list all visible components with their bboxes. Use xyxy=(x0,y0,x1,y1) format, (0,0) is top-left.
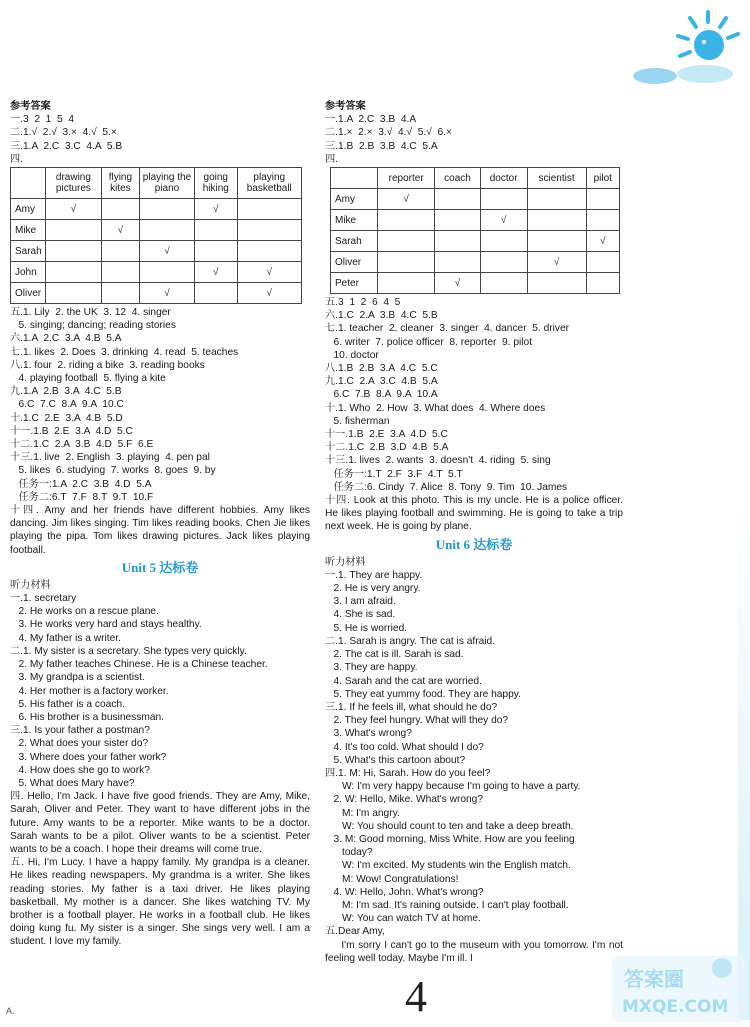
listening-line: M: I'm angry. xyxy=(325,807,400,819)
check-cell: √ xyxy=(527,252,586,273)
answer-line: 4. playing football 5. flying a kite xyxy=(10,373,166,385)
check-cell xyxy=(237,199,301,220)
check-cell xyxy=(435,252,480,273)
check-cell xyxy=(101,199,139,220)
table-row xyxy=(11,220,302,241)
listening-line: 4. W: Hello, John. What's wrong? xyxy=(325,886,484,898)
listening-line: 5. What does Mary have? xyxy=(10,777,135,789)
check-cell xyxy=(378,252,435,273)
listening-line: W: You should count to ten and take a deep breath. xyxy=(325,820,574,832)
answer-line: 六.1.C 2.A 3.B 4.C 5.B xyxy=(325,310,438,322)
table-header-cell: going hiking xyxy=(195,168,238,199)
check-cell xyxy=(46,241,102,262)
check-cell: √ xyxy=(586,231,619,252)
check-cell xyxy=(139,262,194,283)
answer-line: 6.C 7.C 8.A 9.A 10.C xyxy=(10,399,124,411)
check-cell xyxy=(46,220,102,241)
answer-line: 一.1.A 2.C 3.B 4.A xyxy=(325,114,417,126)
listening-line: 四.1. M: Hi, Sarah. How do you feel? xyxy=(325,767,491,779)
answers-block xyxy=(325,113,623,166)
listening-line: 3. M: Good morning, Miss White. How are you feeling xyxy=(325,833,575,845)
row-name: Mike xyxy=(331,210,378,231)
listening-line: 3. What's wrong? xyxy=(325,728,412,740)
check-cell xyxy=(378,231,435,252)
listening-line: 5. He is worried. xyxy=(325,622,408,634)
check-cell xyxy=(480,273,527,294)
check-cell xyxy=(527,210,586,231)
answer-line: 十.1. Who 2. How 3. What does 4. Where does xyxy=(325,402,546,414)
listening-line: 4. My father is a writer. xyxy=(10,632,121,644)
check-cell xyxy=(586,189,619,210)
page-edge-decoration xyxy=(738,500,750,1020)
answer-line: 七.1. teacher 2. cleaner 3. singer 4. dancer 5. driver xyxy=(325,323,570,335)
listening-line: 2. What does your sister do? xyxy=(10,738,149,750)
answer-line: 八.1. four 2. riding a bike 3. reading books xyxy=(10,359,205,371)
hobbies-table xyxy=(10,167,302,304)
table-row xyxy=(11,241,302,262)
table-row xyxy=(11,283,302,304)
check-cell xyxy=(480,252,527,273)
check-cell xyxy=(139,220,194,241)
check-cell: √ xyxy=(46,199,102,220)
check-cell: √ xyxy=(237,283,301,304)
check-cell xyxy=(46,262,102,283)
check-cell xyxy=(195,283,238,304)
check-cell xyxy=(586,273,619,294)
listening-line: 二.1. My sister is a secretary. She types very quickly. xyxy=(10,645,247,657)
answer-line: 5. singing; dancing; reading stories xyxy=(10,320,176,332)
listening-line: 6. His brother is a businessman. xyxy=(10,711,165,723)
check-cell: √ xyxy=(480,210,527,231)
row-name: John xyxy=(11,262,46,283)
check-cell xyxy=(139,199,194,220)
check-cell xyxy=(435,231,480,252)
table-row xyxy=(331,210,620,231)
table-row xyxy=(331,252,620,273)
answers-heading: 参考答案 xyxy=(10,101,51,112)
answers-block xyxy=(10,113,310,166)
check-cell xyxy=(237,220,301,241)
answer-line: 任务一:1.A 2.C 3.B 4.D 5.A xyxy=(10,478,152,490)
table-row xyxy=(11,262,302,283)
svg-text:MXQE.COM: MXQE.COM xyxy=(622,997,729,1017)
answer-line: 任务一:1.T 2.F 3.F 4.T 5.T xyxy=(325,468,463,480)
answer-line: 二.1.√ 2.√ 3.× 4.√ 5.× xyxy=(10,127,117,139)
writing-paragraph: 十四. Look at this photo. This is my uncle. He is a police officer. He likes playing football and swimming. He is going to take a trip next week. He is going by plane. xyxy=(325,495,623,533)
answer-line: 十三.1. lives 2. wants 3. doesn't 4. riding 5. sing xyxy=(325,455,551,467)
listening-heading: 听力材料 xyxy=(10,579,51,591)
listening-line: 5. His father is a coach. xyxy=(10,698,125,710)
table-header-cell: pilot xyxy=(586,168,619,189)
answer-line: 六.1.A 2.C 3.A 4.B 5.A xyxy=(10,333,122,345)
check-cell xyxy=(237,241,301,262)
answer-line: 十一.1.B 2.E 3.A 4.D 5.C xyxy=(325,429,448,441)
check-cell: √ xyxy=(195,262,238,283)
check-cell xyxy=(195,220,238,241)
letter-body: I'm sorry I can't go to the museum with you tomorrow. I'm not feeling well today. Maybe I'm ill. I xyxy=(325,939,623,964)
answer-line: 十二.1.C 2.A 3.B 4.D 5.F 6.E xyxy=(10,439,154,451)
listening-line: 5. What's this cartoon about? xyxy=(325,754,466,766)
left-column xyxy=(10,100,310,949)
listening-line: M: I'm sad. It's raining outside. I can't play football. xyxy=(325,899,569,911)
table-header-cell: doctor xyxy=(480,168,527,189)
answer-line: 5. fisherman xyxy=(325,415,390,427)
check-cell xyxy=(46,283,102,304)
row-name: Mike xyxy=(11,220,46,241)
answer-line: 三.1.A 2.C 3.C 4.A 5.B xyxy=(10,140,123,152)
table-header-cell xyxy=(11,168,46,199)
listening-line: 4. It's too cold. What should I do? xyxy=(325,741,484,753)
listening-line: 2. He is very angry. xyxy=(325,583,421,595)
row-name: Sarah xyxy=(11,241,46,262)
answer-line: 10. doctor xyxy=(325,349,379,361)
listening-line: 5. They eat yummy food. They are happy. xyxy=(325,688,521,700)
check-cell xyxy=(527,231,586,252)
listening-line: 2. He works on a rescue plane. xyxy=(10,606,159,618)
answer-line: 5. likes 6. studying 7. works 8. goes 9. by xyxy=(10,465,216,477)
answer-line: 十.1.C 2.E 3.A 4.B 5.D xyxy=(10,412,123,424)
svg-text:答案圈: 答案圈 xyxy=(624,967,684,991)
listening-line: 二.1. Sarah is angry. The cat is afraid. xyxy=(325,635,496,647)
unit-title: Unit 5 达标卷 xyxy=(121,559,199,575)
check-cell xyxy=(378,210,435,231)
writing-paragraph: 十四. Amy and her friends have different hobbies. Amy likes dancing. Jim likes singing. Tim likes reading books. Chen Jie likes playing the pipa. Tom likes drawing pictures. Jack likes playing football. xyxy=(10,505,310,556)
table-header-row xyxy=(331,168,620,189)
check-cell xyxy=(527,189,586,210)
listening-heading: 听力材料 xyxy=(325,556,366,568)
answer-line: 6. writer 7. police officer 8. reporter 9. pilot xyxy=(325,336,533,348)
listening-line: today? xyxy=(325,847,373,859)
answer-line: 十三.1. live 2. English 3. playing 4. pen pal xyxy=(10,452,210,464)
listening-line: 3. Where does your father work? xyxy=(10,751,167,763)
listening-line: 三.1. Is your father a postman? xyxy=(10,725,150,737)
cloud-icon xyxy=(630,60,740,88)
listening-line: W: I'm very happy because I'm going to have a party. xyxy=(325,781,581,793)
answer-line: 一.3 2 1 5 4 xyxy=(10,114,74,126)
check-cell: √ xyxy=(378,189,435,210)
check-cell xyxy=(435,189,480,210)
check-cell xyxy=(586,252,619,273)
table-header-cell: coach xyxy=(435,168,480,189)
check-cell xyxy=(480,231,527,252)
answers-heading: 参考答案 xyxy=(325,101,366,112)
answer-line: 七.1. likes 2. Does 3. drinking 4. read 5. teaches xyxy=(10,346,239,358)
listening-line: M: Wow! Congratulations! xyxy=(325,873,459,885)
listening-line: 2. They feel hungry. What will they do? xyxy=(325,715,509,727)
answer-line: 八.1.B 2.B 3.A 4.C 5.C xyxy=(325,363,438,375)
answers-block xyxy=(10,306,310,504)
listening-line: 4. Sarah and the cat are worried. xyxy=(325,675,482,687)
answer-line: 五.1. Lily 2. the UK 3. 12 4. singer xyxy=(10,307,171,319)
check-cell: √ xyxy=(139,283,194,304)
answer-line: 任务二:6. Cindy 7. Alice 8. Tony 9. Tim 10. James xyxy=(325,481,568,493)
listening-line: 3. I am afraid. xyxy=(325,596,396,608)
listening-block xyxy=(325,569,623,925)
row-name: Amy xyxy=(331,189,378,210)
check-cell xyxy=(101,283,139,304)
right-column xyxy=(325,100,623,965)
check-cell: √ xyxy=(195,199,238,220)
check-cell xyxy=(101,241,139,262)
listening-line: W: You can watch TV at home. xyxy=(325,913,481,925)
answer-line: 6.C 7.B 8.A 9.A 10.A xyxy=(325,389,438,401)
answer-line: 五.3 1 2 6 4 5 xyxy=(325,297,401,309)
answer-line: 十一.1.B 2.E 3.A 4.D 5.C xyxy=(10,425,133,437)
listening-line: 4. Her mother is a factory worker. xyxy=(10,685,169,697)
table-row xyxy=(331,231,620,252)
watermark-logo xyxy=(612,956,747,1022)
answer-line: 十二.1.C 2.B 3.D 4.B 5.A xyxy=(325,442,449,454)
answer-line: 四. xyxy=(10,153,24,165)
listening-line: 3. My grandpa is a scientist. xyxy=(10,672,145,684)
listening-line: 4. She is sad. xyxy=(325,609,396,621)
answer-line: 任务二:6.T 7.F 8.T 9.T 10.F xyxy=(10,491,154,503)
listening-line: 三.1. If he feels ill, what should he do? xyxy=(325,701,498,713)
table-header-cell: playing basketball xyxy=(237,168,301,199)
listening-line: 2. W: Hello, Mike. What's wrong? xyxy=(325,794,484,806)
row-name: Peter xyxy=(331,273,378,294)
table-header-cell: flying kites xyxy=(101,168,139,199)
answer-line: 九.1.A 2.B 3.A 4.C 5.B xyxy=(10,386,122,398)
check-cell: √ xyxy=(435,273,480,294)
listening-line: 4. How does she go to work? xyxy=(10,764,150,776)
jobs-table xyxy=(330,167,620,294)
table-header-cell: scientist xyxy=(527,168,586,189)
passage-four: 四. Hello, I'm Jack. I have five good friends. They are Amy, Mike, Sarah, Oliver and Peter. They want to have different jobs in the future. Amy wants to be a reporter. Mike wants to be a doctor. Sarah wants to be a pilot. Oliver wants to be a scientist. Peter wants to be a coach. I hope their dreams will come true. xyxy=(10,791,310,855)
answers-block xyxy=(325,296,623,494)
listening-line: 一.1. They are happy. xyxy=(325,569,423,581)
check-cell: √ xyxy=(237,262,301,283)
row-name: Sarah xyxy=(331,231,378,252)
page-number: 4 xyxy=(405,972,427,1021)
listening-line: 2. My father teaches Chinese. He is a Chinese teacher. xyxy=(10,659,268,671)
check-cell: √ xyxy=(139,241,194,262)
table-row xyxy=(331,273,620,294)
letter-greeting: 五.Dear Amy, xyxy=(325,926,385,938)
check-cell xyxy=(378,273,435,294)
check-cell: √ xyxy=(101,220,139,241)
answer-line: 三.1.B 2.B 3.B 4.C 5.A xyxy=(325,140,438,152)
check-cell xyxy=(101,262,139,283)
table-row xyxy=(11,199,302,220)
listening-line: 3. He works very hard and stays healthy. xyxy=(10,619,202,631)
check-cell xyxy=(480,189,527,210)
unit-title: Unit 6 达标卷 xyxy=(435,536,513,552)
answer-line: 四. xyxy=(325,153,339,165)
table-header-cell: reporter xyxy=(378,168,435,189)
table-row xyxy=(331,189,620,210)
table-header-row xyxy=(11,168,302,199)
row-name: Amy xyxy=(11,199,46,220)
check-cell xyxy=(435,210,480,231)
check-cell xyxy=(586,210,619,231)
passage-five: 五. Hi, I'm Lucy. I have a happy family. My grandpa is a cleaner. He likes reading newspapers. My grandma is a writer. She likes reading stories. My father is a taxi driver. He likes playing basketball. My mother is a dancer. She likes watching TV. My brother is a football player. He works in a football club. He likes doing kung fu. My sister is a singer. She sings very well. I am a student. I love my family. xyxy=(10,857,310,948)
listening-block xyxy=(10,592,310,790)
row-name: Oliver xyxy=(331,252,378,273)
table-header-cell: drawing pictures xyxy=(46,168,102,199)
answer-line: 二.1.× 2.× 3.√ 4.√ 5.√ 6.× xyxy=(325,127,452,139)
listening-line: W: I'm excited. My students win the English match. xyxy=(325,860,571,872)
table-header-cell: playing the piano xyxy=(139,168,194,199)
listening-line: 3. They are happy. xyxy=(325,662,418,674)
check-cell xyxy=(527,273,586,294)
check-cell xyxy=(195,241,238,262)
corner-mark: A. xyxy=(6,1006,15,1016)
row-name: Oliver xyxy=(11,283,46,304)
listening-line: 一.1. secretary xyxy=(10,593,77,605)
listening-line: 2. The cat is ill. Sarah is sad. xyxy=(325,649,464,661)
table-header-cell xyxy=(331,168,378,189)
answer-line: 九.1.C 2.A 3.C 4.B 5.A xyxy=(325,376,438,388)
